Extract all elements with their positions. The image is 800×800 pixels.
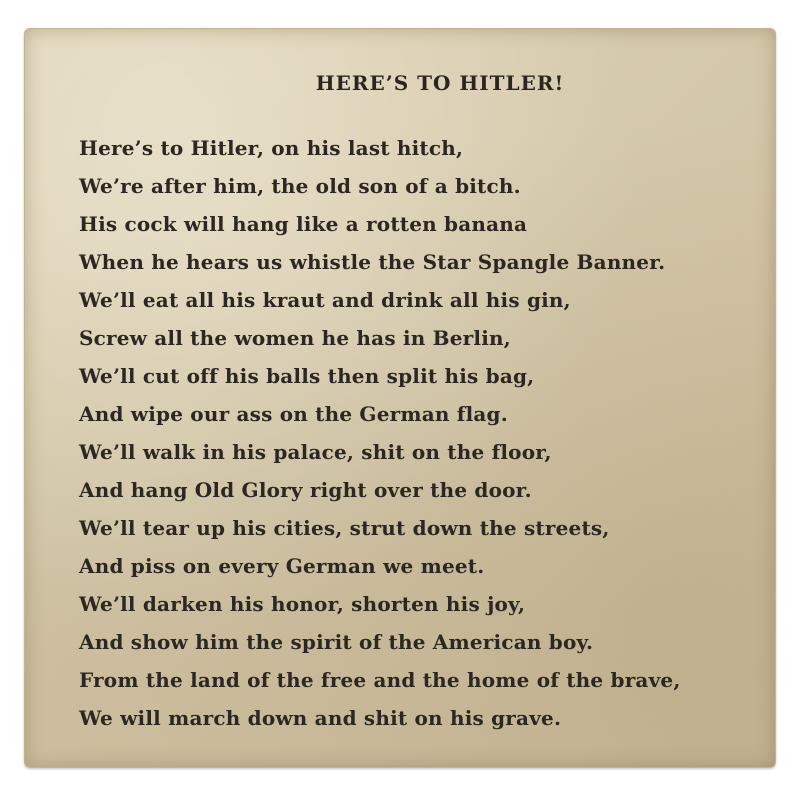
poem-line: Here’s to Hitler, on his last hitch, — [79, 136, 464, 160]
poem-line: We’ll cut off his balls then split his bag, — [79, 364, 535, 388]
poem-line: We’ll walk in his palace, shit on the floor, — [79, 440, 552, 464]
poem-line: We’re after him, the old son of a bitch. — [79, 174, 521, 198]
poem-line: And hang Old Glory right over the door. — [79, 478, 532, 502]
poem-line: His cock will hang like a rotten banana — [79, 212, 528, 236]
poem-line: We will march down and shit on his grave. — [79, 706, 562, 730]
paper-card — [24, 28, 776, 768]
poem-line: When he hears us whistle the Star Spangle Banner. — [79, 250, 666, 274]
poem-line: We’ll tear up his cities, strut down the streets, — [79, 516, 610, 540]
poem-line: From the land of the free and the home of the brave, — [79, 668, 681, 692]
poem-title: HERE’S TO HITLER! — [315, 71, 565, 95]
poem-body — [79, 129, 681, 737]
poem-line: We’ll eat all his kraut and drink all his gin, — [79, 288, 571, 312]
poem-line: And wipe our ass on the German flag. — [79, 402, 508, 426]
poem-line: And piss on every German we meet. — [79, 554, 485, 578]
poem-line: Screw all the women he has in Berlin, — [79, 326, 511, 350]
poem-line: And show him the spirit of the American boy. — [79, 630, 594, 654]
poem-line: We’ll darken his honor, shorten his joy, — [79, 592, 526, 616]
